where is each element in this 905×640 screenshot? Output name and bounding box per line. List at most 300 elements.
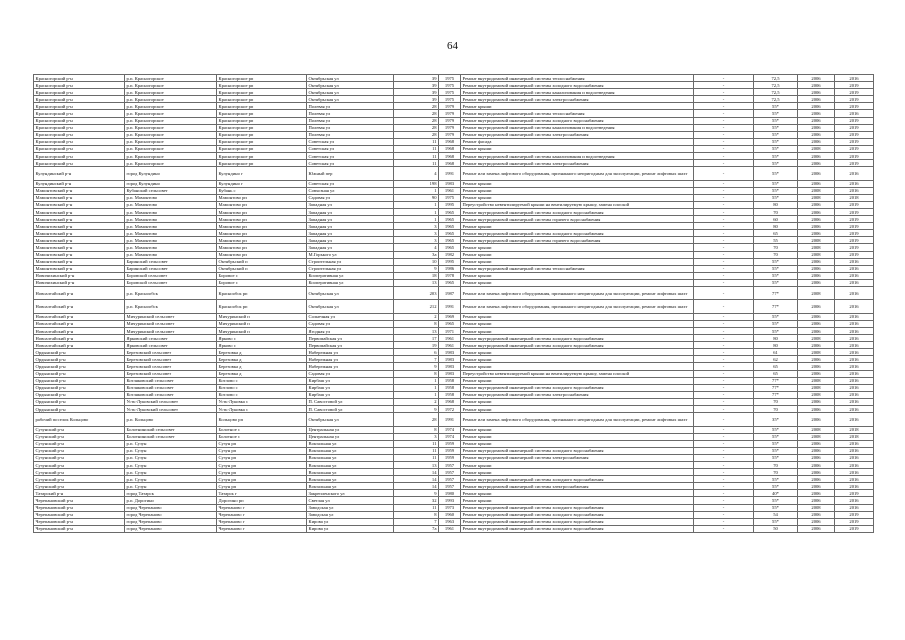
cell-cost: 55* xyxy=(754,138,798,145)
cell-municipality: Баринский сельсовет xyxy=(125,258,217,265)
cell-district: Красногорский р-н xyxy=(34,131,125,138)
cell-year-built: 1957 xyxy=(439,469,461,476)
cell-street: Полевая ул xyxy=(307,110,394,117)
cell-street: Заводская ул xyxy=(307,504,394,511)
cell-municipality: р.п. Красногорское xyxy=(125,103,217,110)
cell-plan-year: 2006 xyxy=(798,406,835,413)
cell-street: Октябрьская ул xyxy=(307,287,394,300)
cell-work-type: Ремонт внутридомовой инженерной системы электроснабжения xyxy=(461,483,694,490)
cell-dash: - xyxy=(694,230,754,237)
table-row xyxy=(34,413,874,426)
cell-district: Мамонтовский р-н xyxy=(34,187,125,194)
cell-cost: 55* xyxy=(754,272,798,279)
cell-year-built: 1965 xyxy=(439,320,461,327)
cell-end-year: 2019 xyxy=(835,153,874,160)
cell-work-type: Ремонт крыши xyxy=(461,377,694,384)
cell-municipality: город Черепаново xyxy=(125,511,217,518)
cell-end-year: 2019 xyxy=(835,117,874,124)
cell-house-number: 9 xyxy=(394,490,439,497)
cell-municipality: р.п. Мамонтово xyxy=(125,244,217,251)
cell-settlement: Октябрьский п xyxy=(217,265,307,272)
cell-settlement: Красногорское рп xyxy=(217,117,307,124)
cell-end-year: 2016 xyxy=(835,313,874,320)
cell-settlement: Ярково с xyxy=(217,335,307,342)
cell-street: Октябрьская ул xyxy=(307,96,394,103)
cell-municipality: р.п. Дорогино xyxy=(125,497,217,504)
cell-end-year: 2019 xyxy=(835,223,874,230)
table-row xyxy=(34,370,874,377)
cell-house-number: 1 xyxy=(394,377,439,384)
table-row xyxy=(34,96,874,103)
cell-municipality: р.п. Сузун xyxy=(125,440,217,447)
cell-year-built: 1957 xyxy=(439,476,461,483)
cell-municipality: Мичуринский сельсовет xyxy=(125,327,217,334)
cell-settlement: Черепаново г xyxy=(217,518,307,525)
cell-municipality: Усть-Луковский сельсовет xyxy=(125,406,217,413)
cell-cost: 72,5 xyxy=(754,96,798,103)
cell-settlement: Красногорское рп xyxy=(217,153,307,160)
cell-work-type: Ремонт внутридомовой инженерной системы холодного водоснабжения xyxy=(461,476,694,483)
cell-dash: - xyxy=(694,82,754,89)
cell-plan-year: 2008 xyxy=(798,384,835,391)
cell-district: Мамонтовский р-н xyxy=(34,216,125,223)
cell-end-year: 2018 xyxy=(835,194,874,201)
cell-plan-year: 2006 xyxy=(798,356,835,363)
cell-cost: 72,5 xyxy=(754,89,798,96)
table-row xyxy=(34,497,874,504)
table-row xyxy=(34,342,874,349)
cell-year-built: 1957 xyxy=(439,483,461,490)
cell-street: Совхозная ул xyxy=(307,187,394,194)
cell-plan-year: 2008 xyxy=(798,426,835,433)
cell-plan-year: 2006 xyxy=(798,117,835,124)
cell-cost: 77* xyxy=(754,300,798,313)
cell-work-type: Ремонт внутридомовой инженерной системы холодного водоснабжения xyxy=(461,511,694,518)
cell-year-built: 1961 xyxy=(439,187,461,194)
cell-street: Ягодная ул xyxy=(307,327,394,334)
cell-dash: - xyxy=(694,145,754,152)
cell-year-built: 1991 xyxy=(439,167,461,180)
cell-dash: - xyxy=(694,525,754,532)
cell-plan-year: 2006 xyxy=(798,110,835,117)
cell-cost: 55* xyxy=(754,440,798,447)
cell-plan-year: 2006 xyxy=(798,342,835,349)
cell-settlement: Красногорское рп xyxy=(217,96,307,103)
cell-end-year: 2016 xyxy=(835,483,874,490)
cell-cost: 35* xyxy=(754,413,798,426)
cell-street: Западная ул xyxy=(307,244,394,251)
cell-municipality: р.п. Кольцово xyxy=(125,413,217,426)
cell-district: Новоалтайский р-н xyxy=(34,342,125,349)
cell-plan-year: 2006 xyxy=(798,138,835,145)
cell-district: Мамонтовский р-н xyxy=(34,230,125,237)
cell-municipality: Ярковский сельсовет xyxy=(125,342,217,349)
cell-municipality: город Кулундино xyxy=(125,167,217,180)
table-body xyxy=(34,75,874,533)
cell-plan-year: 2006 xyxy=(798,258,835,265)
cell-settlement: Красногорское рп xyxy=(217,124,307,131)
cell-plan-year: 2006 xyxy=(798,447,835,454)
cell-year-built: 1971 xyxy=(439,327,461,334)
cell-dash: - xyxy=(694,313,754,320)
cell-street: Полевая ул xyxy=(307,124,394,131)
cell-cost: 55 xyxy=(754,237,798,244)
table-row xyxy=(34,279,874,286)
cell-cost: 55* xyxy=(754,476,798,483)
cell-year-built: 1983 xyxy=(439,349,461,356)
cell-house-number: 7 xyxy=(394,518,439,525)
cell-year-built: 1969 xyxy=(439,313,461,320)
cell-plan-year: 2006 xyxy=(798,525,835,532)
cell-dash: - xyxy=(694,300,754,313)
cell-plan-year: 2006 xyxy=(798,440,835,447)
cell-end-year: 2016 xyxy=(835,476,874,483)
cell-settlement: Сузун рп xyxy=(217,447,307,454)
cell-work-type: Ремонт крыши xyxy=(461,103,694,110)
cell-plan-year: 2006 xyxy=(798,124,835,131)
cell-end-year: 2019 xyxy=(835,160,874,167)
cell-settlement: Мамонтово рп xyxy=(217,223,307,230)
cell-street: Набережная ул xyxy=(307,349,394,356)
cell-plan-year: 2008 xyxy=(798,377,835,384)
cell-end-year: 2016 xyxy=(835,469,874,476)
cell-plan-year: 2006 xyxy=(798,370,835,377)
cell-year-built: 1968 xyxy=(439,160,461,167)
cell-dash: - xyxy=(694,258,754,265)
cell-dash: - xyxy=(694,426,754,433)
cell-settlement: Мамонтово рп xyxy=(217,237,307,244)
cell-work-type: Ремонт крыши xyxy=(461,313,694,320)
cell-year-built: 1965 xyxy=(439,279,461,286)
cell-dash: - xyxy=(694,251,754,258)
cell-house-number: 9 xyxy=(394,406,439,413)
cell-street: Октябрьская ул xyxy=(307,82,394,89)
cell-dash: - xyxy=(694,454,754,461)
cell-dash: - xyxy=(694,131,754,138)
cell-dash: - xyxy=(694,406,754,413)
cell-house-number: 3 xyxy=(394,230,439,237)
cell-work-type: Ремонт крыши xyxy=(461,426,694,433)
cell-dash: - xyxy=(694,265,754,272)
cell-plan-year: 2006 xyxy=(798,469,835,476)
cell-end-year: 2016 xyxy=(835,300,874,313)
cell-house-number: 14 xyxy=(394,476,439,483)
cell-district: Красногорский р-н xyxy=(34,103,125,110)
table-row xyxy=(34,518,874,525)
table-row xyxy=(34,258,874,265)
cell-plan-year: 2006 xyxy=(798,518,835,525)
cell-district: Красногорский р-н xyxy=(34,153,125,160)
cell-year-built: 1975 xyxy=(439,75,461,82)
cell-work-type: Переустройство невентилируемой крыши на вентилируемую крышу, замена плоской xyxy=(461,370,694,377)
cell-end-year: 2019 xyxy=(835,138,874,145)
cell-plan-year: 2006 xyxy=(798,96,835,103)
cell-dash: - xyxy=(694,504,754,511)
cell-plan-year: 2006 xyxy=(798,160,835,167)
cell-municipality: р.п. Красногорское xyxy=(125,89,217,96)
cell-cost: 55* xyxy=(754,454,798,461)
cell-cost: 70 xyxy=(754,208,798,215)
cell-street: Набережная ул xyxy=(307,363,394,370)
cell-work-type: Ремонт крыши xyxy=(461,251,694,258)
cell-work-type: Ремонт крыши xyxy=(461,490,694,497)
cell-plan-year: 2006 xyxy=(798,208,835,215)
cell-plan-year: 2006 xyxy=(798,265,835,272)
cell-house-number: 4 xyxy=(394,167,439,180)
cell-district: Ордынский р-н xyxy=(34,384,125,391)
cell-street: Первомайская ул xyxy=(307,335,394,342)
cell-dash: - xyxy=(694,287,754,300)
cell-district: Черепановский р-н xyxy=(34,525,125,532)
cell-municipality: р.п. Сузун xyxy=(125,476,217,483)
cell-end-year: 2016 xyxy=(835,110,874,117)
cell-cost: 55* xyxy=(754,160,798,167)
cell-settlement: Мичуринский п xyxy=(217,320,307,327)
cell-district: Новоалтайский р-н xyxy=(34,287,125,300)
cell-street: Вокзальная ул xyxy=(307,476,394,483)
cell-plan-year: 2008 xyxy=(798,237,835,244)
cell-year-built: 1975 xyxy=(439,96,461,103)
table-row xyxy=(34,160,874,167)
cell-street: Кооперативная ул xyxy=(307,272,394,279)
cell-end-year: 2019 xyxy=(835,131,874,138)
cell-settlement: Усть-Луковка с xyxy=(217,406,307,413)
cell-street: Советская ул xyxy=(307,145,394,152)
cell-year-built: 1991 xyxy=(439,300,461,313)
cell-end-year: 2019 xyxy=(835,216,874,223)
cell-cost: 55* xyxy=(754,483,798,490)
cell-settlement: Красногорское рп xyxy=(217,82,307,89)
cell-street: Кирова ул xyxy=(307,525,394,532)
cell-end-year: 2016 xyxy=(835,335,874,342)
cell-house-number: 28 xyxy=(394,124,439,131)
cell-dash: - xyxy=(694,194,754,201)
cell-street: Заводская ул xyxy=(307,511,394,518)
cell-municipality: Мичуринский сельсовет xyxy=(125,313,217,320)
cell-settlement: Ярково с xyxy=(217,342,307,349)
cell-work-type: Переустройство невентилируемой крыши на вентилируемую крышу, замена плоской xyxy=(461,201,694,208)
cell-settlement: Красногорское рп xyxy=(217,145,307,152)
cell-house-number: 39 xyxy=(394,82,439,89)
cell-end-year: 2019 xyxy=(835,244,874,251)
cell-work-type: Ремонт крыши xyxy=(461,320,694,327)
cell-cost: 55* xyxy=(754,117,798,124)
cell-street: Светлая ул xyxy=(307,497,394,504)
cell-settlement: Сузун рп xyxy=(217,476,307,483)
cell-settlement: Красногорское рп xyxy=(217,110,307,117)
cell-street: Советская ул xyxy=(307,138,394,145)
cell-district: Красногорский р-н xyxy=(34,138,125,145)
table-row xyxy=(34,461,874,468)
cell-district: Новоалтайский р-н xyxy=(34,327,125,334)
cell-dash: - xyxy=(694,138,754,145)
cell-end-year: 2016 xyxy=(835,272,874,279)
cell-municipality: Болотнинский сельсовет xyxy=(125,433,217,440)
cell-street: Октябрьская ул xyxy=(307,300,394,313)
cell-work-type: Ремонт внутридомовой инженерной системы холодного водоснабжения xyxy=(461,447,694,454)
cell-house-number: 1 xyxy=(394,187,439,194)
cell-end-year: 2019 xyxy=(835,145,874,152)
cell-municipality: Баринский сельсовет xyxy=(125,265,217,272)
cell-work-type: Ремонт крыши xyxy=(461,223,694,230)
cell-street: Строительная ул xyxy=(307,265,394,272)
cell-house-number: 198 xyxy=(394,180,439,187)
cell-street: Советская ул xyxy=(307,160,394,167)
cell-district: Новоалтайский р-н xyxy=(34,335,125,342)
cell-plan-year: 2006 xyxy=(798,476,835,483)
cell-municipality: Усть-Луковский сельсовет xyxy=(125,398,217,405)
cell-plan-year: 2006 xyxy=(798,216,835,223)
cell-municipality: р.п. Красногорское xyxy=(125,124,217,131)
cell-year-built: 1991 xyxy=(439,413,461,426)
cell-district: Сузунский р-н xyxy=(34,440,125,447)
table-row xyxy=(34,272,874,279)
cell-end-year: 2019 xyxy=(835,525,874,532)
cell-settlement: Котлово с xyxy=(217,384,307,391)
cell-year-built: 1968 xyxy=(439,138,461,145)
cell-work-type: Ремонт крыши xyxy=(461,279,694,286)
cell-district: Мамонтовский р-н xyxy=(34,258,125,265)
cell-year-built: 1968 xyxy=(439,153,461,160)
cell-municipality: Болотнинский сельсовет xyxy=(125,426,217,433)
cell-municipality: Котляковский сельсовет xyxy=(125,384,217,391)
cell-settlement: Черепаново г xyxy=(217,504,307,511)
cell-house-number: 8 xyxy=(394,511,439,518)
cell-cost: 55* xyxy=(754,153,798,160)
cell-street: Западная ул xyxy=(307,208,394,215)
cell-year-built: 1963 xyxy=(439,518,461,525)
cell-end-year: 2018 xyxy=(835,426,874,433)
table-row xyxy=(34,153,874,160)
cell-district: Сузунский р-н xyxy=(34,454,125,461)
cell-cost: 55* xyxy=(754,124,798,131)
cell-district: Сузунский р-н xyxy=(34,461,125,468)
cell-end-year: 2016 xyxy=(835,320,874,327)
cell-cost: 55* xyxy=(754,433,798,440)
cell-dash: - xyxy=(694,89,754,96)
cell-dash: - xyxy=(694,96,754,103)
cell-street: Вокзальная ул xyxy=(307,461,394,468)
cell-work-type: Ремонт крыши xyxy=(461,440,694,447)
cell-work-type: Ремонт или замена лифтового оборудования, признанного непригодным для эксплуатации, ремонт лифтовых шахт xyxy=(461,413,694,426)
cell-end-year: 2016 xyxy=(835,391,874,398)
cell-end-year: 2016 xyxy=(835,287,874,300)
cell-cost: 80 xyxy=(754,223,798,230)
cell-street: Западная ул xyxy=(307,216,394,223)
cell-house-number: 3 xyxy=(394,237,439,244)
cell-street: Западная ул xyxy=(307,230,394,237)
cell-house-number: 13 xyxy=(394,327,439,334)
table-row xyxy=(34,216,874,223)
cell-street: Вокзальная ул xyxy=(307,447,394,454)
cell-plan-year: 2006 xyxy=(798,497,835,504)
cell-end-year: 2019 xyxy=(835,96,874,103)
cell-cost: 70 xyxy=(754,406,798,413)
cell-year-built: 1965 xyxy=(439,216,461,223)
table-row xyxy=(34,391,874,398)
table-row xyxy=(34,363,874,370)
table-row xyxy=(34,75,874,82)
cell-municipality: р.п. Мамонтово xyxy=(125,216,217,223)
cell-work-type: Ремонт внутридомовой инженерной системы холодного водоснабжения xyxy=(461,82,694,89)
cell-house-number: 28 xyxy=(394,131,439,138)
cell-district: Новоалтайский р-н xyxy=(34,320,125,327)
cell-municipality: р.п. Красногорское xyxy=(125,96,217,103)
cell-district: Черепановский р-н xyxy=(34,504,125,511)
cell-work-type: Ремонт крыши xyxy=(461,244,694,251)
table-row xyxy=(34,440,874,447)
cell-work-type: Ремонт внутридомовой инженерной системы холодного водоснабжения xyxy=(461,518,694,525)
cell-settlement: Кулундино г xyxy=(217,180,307,187)
cell-house-number: 1 xyxy=(394,201,439,208)
table-row xyxy=(34,300,874,313)
cell-plan-year: 2006 xyxy=(798,223,835,230)
cell-dash: - xyxy=(694,124,754,131)
cell-settlement: Красногорское рп xyxy=(217,103,307,110)
cell-street: Полевая ул xyxy=(307,131,394,138)
cell-municipality: р.п. Мамонтово xyxy=(125,208,217,215)
cell-work-type: Ремонт внутридомовой инженерной системы электроснабжения xyxy=(461,131,694,138)
cell-municipality: р.п. Краснообск xyxy=(125,300,217,313)
cell-district: Кулундинский р-н xyxy=(34,167,125,180)
cell-end-year: 2016 xyxy=(835,440,874,447)
cell-house-number: 28 xyxy=(394,110,439,117)
cell-year-built: 1965 xyxy=(439,230,461,237)
cell-dash: - xyxy=(694,272,754,279)
cell-street: Кирбаш ул xyxy=(307,384,394,391)
cell-plan-year: 2006 xyxy=(798,167,835,180)
cell-house-number: 2 xyxy=(394,398,439,405)
cell-district: Ордынский р-н xyxy=(34,391,125,398)
cell-cost: 77* xyxy=(754,384,798,391)
cell-settlement: Красногорское рп xyxy=(217,89,307,96)
cell-work-type: Ремонт крыши xyxy=(461,272,694,279)
cell-district: Кулундинский р-н xyxy=(34,180,125,187)
cell-district: Красногорский р-н xyxy=(34,160,125,167)
cell-work-type: Ремонт крыши xyxy=(461,469,694,476)
cell-end-year: 2016 xyxy=(835,327,874,334)
cell-year-built: 1993 xyxy=(439,497,461,504)
cell-district: Мамонтовский р-н xyxy=(34,194,125,201)
cell-work-type: Ремонт внутридомовой инженерной системы горячего водоснабжения xyxy=(461,216,694,223)
cell-dash: - xyxy=(694,167,754,180)
table-row xyxy=(34,230,874,237)
cell-street: Кирова ул xyxy=(307,518,394,525)
cell-street: Первомайская ул xyxy=(307,342,394,349)
cell-dash: - xyxy=(694,497,754,504)
cell-work-type: Ремонт внутридомовой инженерной системы холодного водоснабжения xyxy=(461,208,694,215)
cell-year-built: 1975 xyxy=(439,82,461,89)
table-row xyxy=(34,320,874,327)
cell-house-number: 11 xyxy=(394,138,439,145)
cell-dash: - xyxy=(694,216,754,223)
cell-district: Черепановский р-н xyxy=(34,518,125,525)
table-row xyxy=(34,251,874,258)
table-row xyxy=(34,187,874,194)
cell-dash: - xyxy=(694,201,754,208)
cell-year-built: 1979 xyxy=(439,103,461,110)
table-row xyxy=(34,447,874,454)
cell-settlement: Дорогино рп xyxy=(217,497,307,504)
cell-dash: - xyxy=(694,187,754,194)
cell-house-number: 17 xyxy=(394,335,439,342)
cell-street: Южный пер xyxy=(307,167,394,180)
cell-settlement: Сузун рп xyxy=(217,469,307,476)
cell-year-built: 1980 xyxy=(439,490,461,497)
table-row xyxy=(34,406,874,413)
table-row xyxy=(34,138,874,145)
cell-house-number: 28 xyxy=(394,117,439,124)
